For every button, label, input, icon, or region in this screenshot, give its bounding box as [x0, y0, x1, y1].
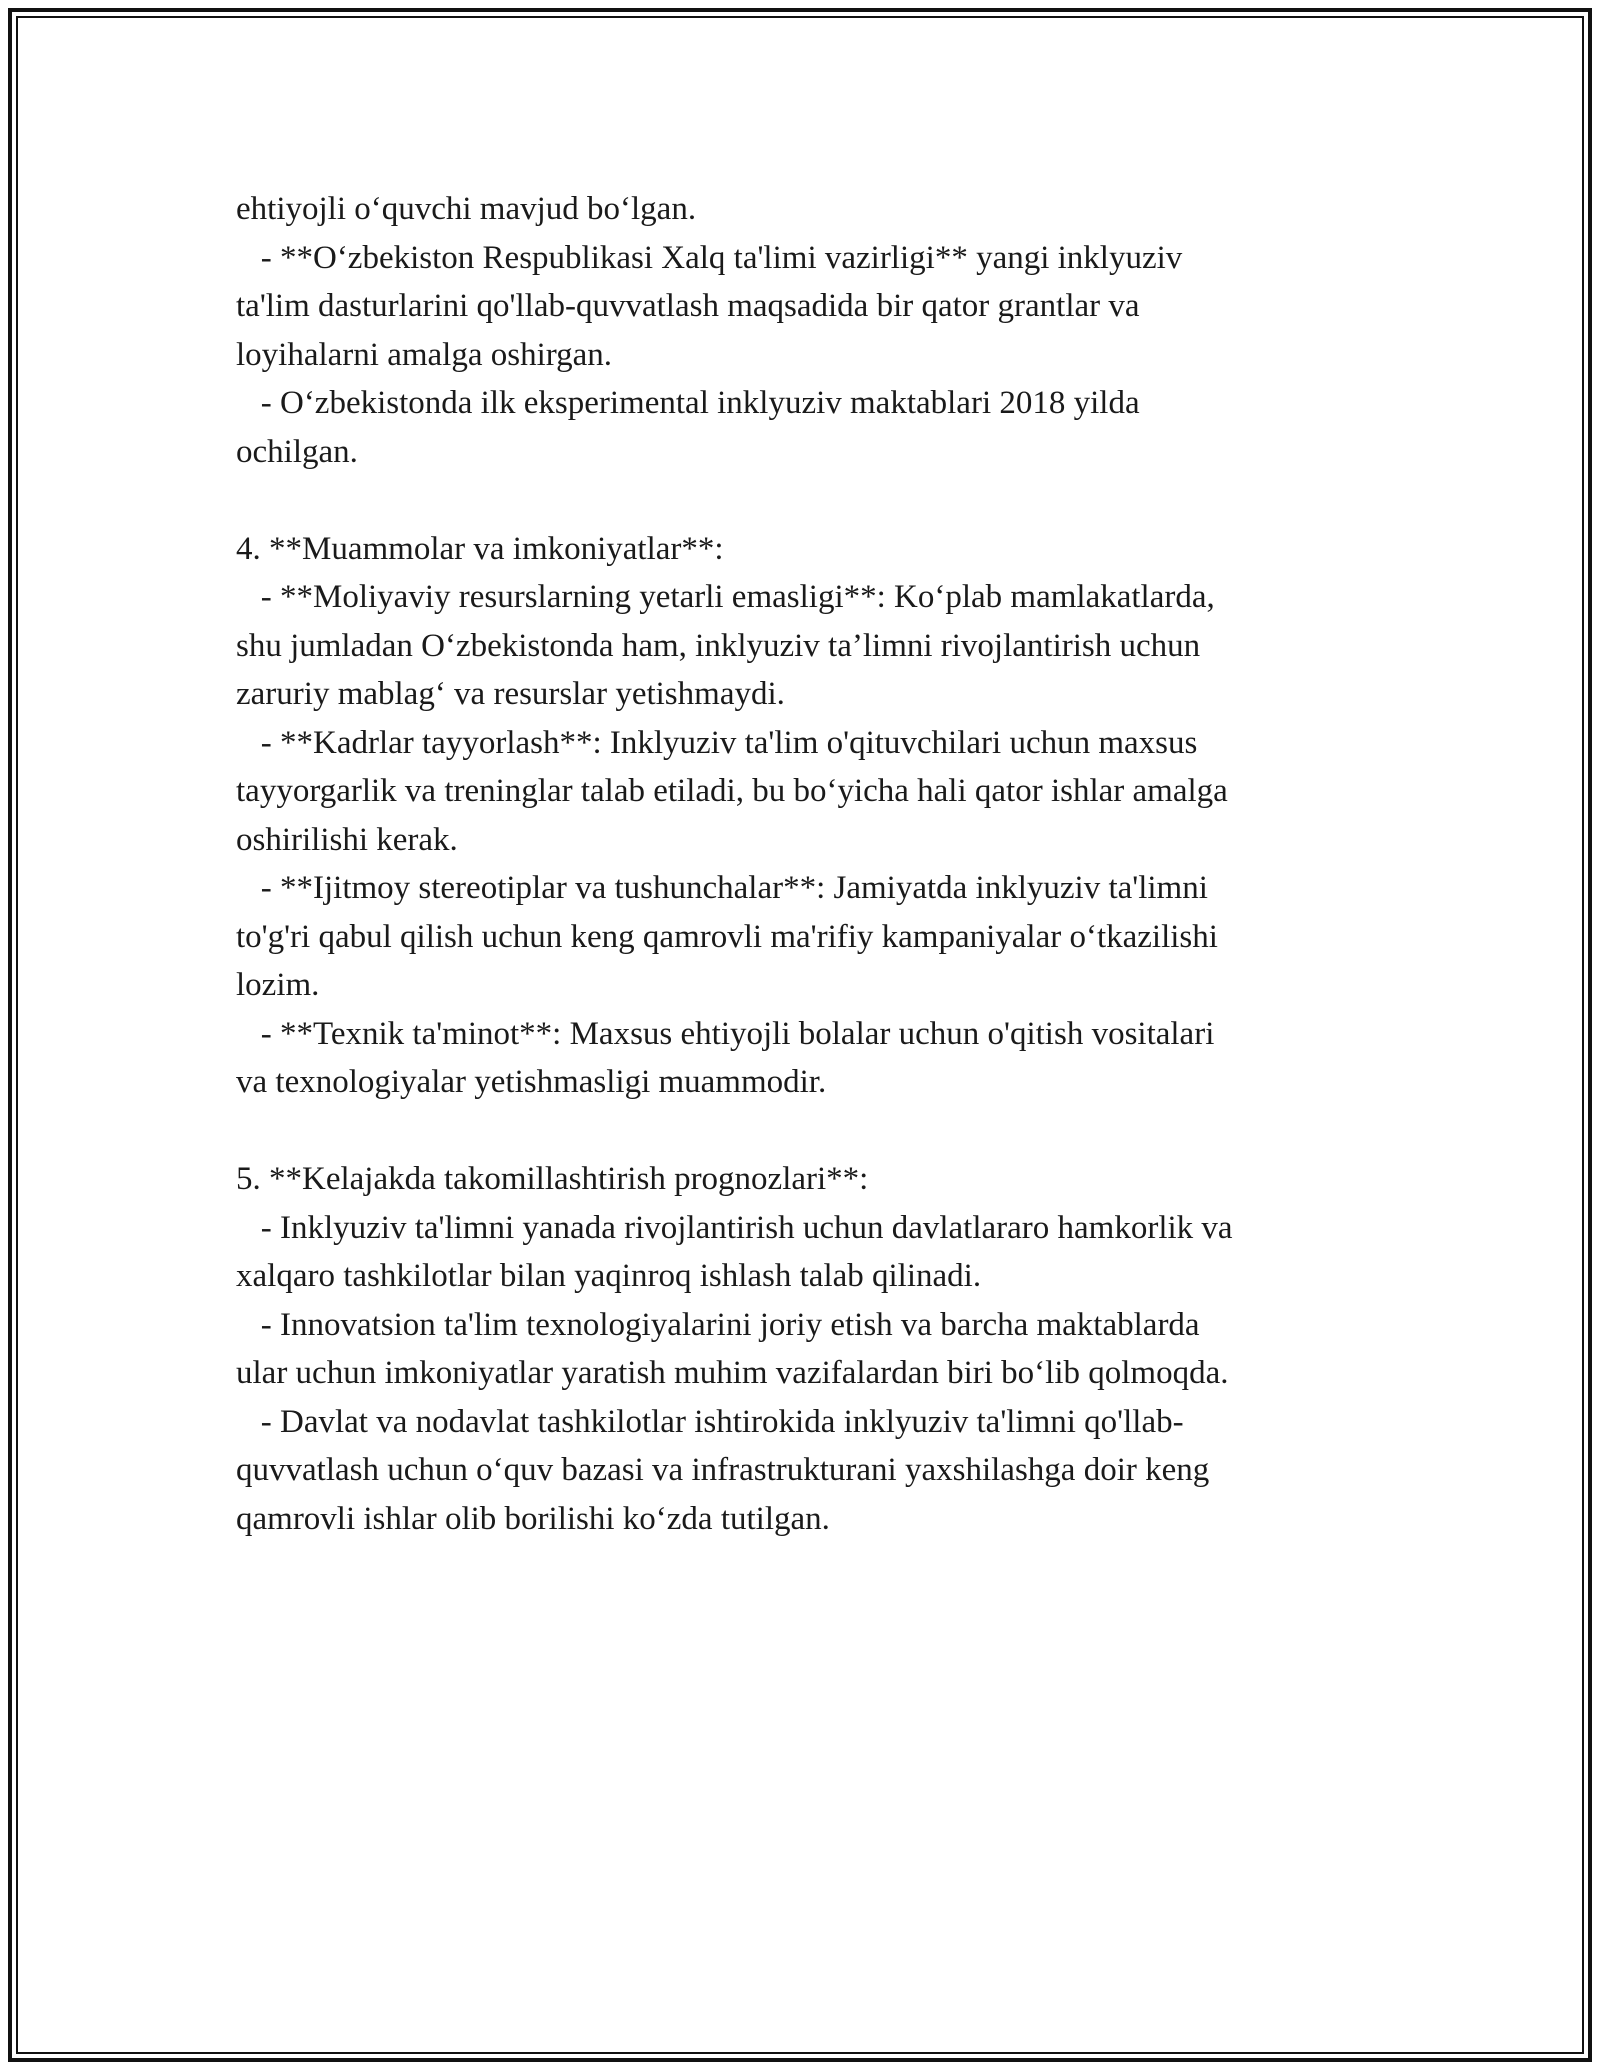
text-line: shu jumladan O‘zbekistonda ham, inklyuziv ta’limni rivojlantirish uchun — [236, 627, 1201, 664]
text-line: zaruriy mablag‘ va resurslar yetishmaydi. — [236, 676, 785, 712]
text-line: - Davlat va nodavlat tashkilotlar ishtirokida inklyuziv ta'limni qo'llab- — [236, 1403, 1184, 1440]
section-heading: 4. **Muammolar va imkoniyatlar**: — [236, 530, 724, 567]
text-line: qamrovli ishlar olib borilishi ko‘zda tutilgan. — [236, 1500, 830, 1537]
text-line: ta'lim dasturlarini qo'llab-quvvatlash maqsadida bir qator grantlar va — [236, 288, 1140, 324]
text-line: - **Ijitmoy stereotiplar va tushunchalar**: Jamiyatda inklyuziv ta'limni — [236, 870, 1208, 906]
text-line: - Inklyuziv ta'limni yanada rivojlantirish uchun davlatlararo hamkorlik va — [236, 1209, 1233, 1246]
text-line: ochilgan. — [236, 433, 358, 470]
text-line: ular uchun imkoniyatlar yaratish muhim vazifalardan biri bo‘lib qolmoqda. — [236, 1355, 1229, 1391]
text-line: ehtiyojli o‘quvchi mavjud bo‘lgan. — [236, 191, 697, 227]
text-line: xalqaro tashkilotlar bilan yaqinroq ishlash talab qilinadi. — [236, 1258, 982, 1294]
blank-line — [236, 476, 1416, 525]
text-line: to'g'ri qabul qilish uchun keng qamrovli ma'rifiy kampaniyalar o‘tkazilishi — [236, 918, 1218, 955]
blank-line — [236, 1107, 1416, 1156]
text-line: - **Texnik ta'minot**: Maxsus ehtiyojli bolalar uchun o'qitish vositalari — [236, 1015, 1215, 1052]
text-line: - **Kadrlar tayyorlash**: Inklyuziv ta'lim o'qituvchilari uchun maxsus — [236, 724, 1198, 761]
document-body — [236, 185, 1416, 1543]
section-heading: 5. **Kelajakda takomillashtirish prognozlari**: — [236, 1161, 869, 1197]
text-line: - Innovatsion ta'lim texnologiyalarini joriy etish va barcha maktablarda — [236, 1306, 1200, 1343]
text-line: va texnologiyalar yetishmasligi muammodir. — [236, 1064, 827, 1100]
text-line: lozim. — [236, 967, 320, 1003]
text-line: tayyorgarlik va treninglar talab etiladi, bu bo‘yicha hali qator ishlar amalga — [236, 773, 1228, 809]
text-line: oshirilishi kerak. — [236, 821, 458, 858]
text-line: - **O‘zbekiston Respublikasi Xalq ta'limi vazirligi** yangi inklyuziv — [236, 239, 1183, 276]
text-line: - **Moliyaviy resurslarning yetarli emasligi**: Ko‘plab mamlakatlarda, — [236, 579, 1215, 615]
text-line: loyihalarni amalga oshirgan. — [236, 336, 613, 373]
text-line: - O‘zbekistonda ilk eksperimental inklyuziv maktablari 2018 yilda — [236, 385, 1140, 421]
text-line: quvvatlash uchun o‘quv bazasi va infrastrukturani yaxshilashga doir keng — [236, 1452, 1210, 1488]
